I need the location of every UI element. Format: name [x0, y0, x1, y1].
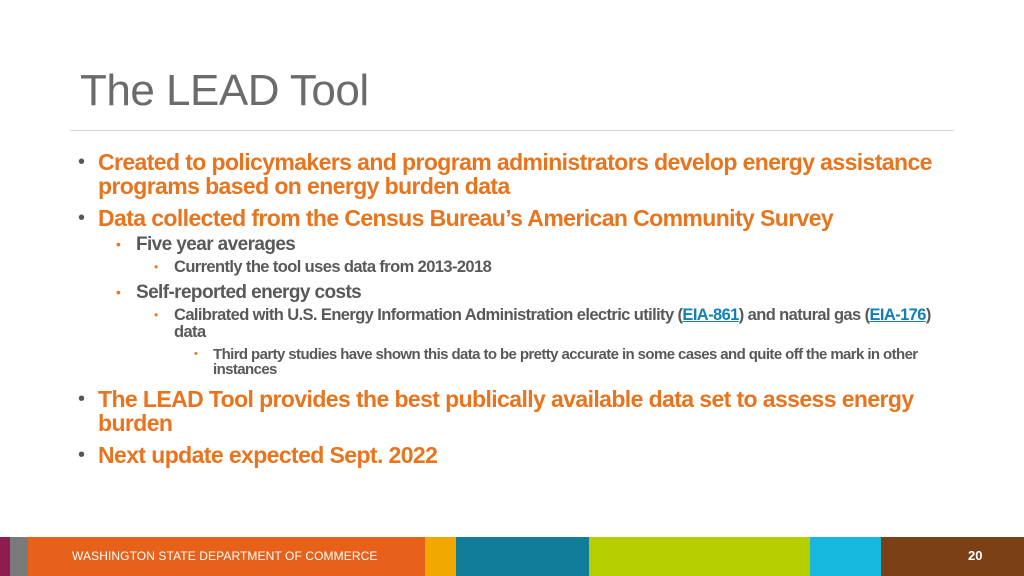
footer-segment — [456, 537, 589, 576]
footer-segment — [0, 537, 10, 576]
bullet-text: Created to policymakers and program administrators develop energy assistance programs based on energy burden data — [98, 149, 932, 199]
bullet-created — [78, 150, 958, 198]
bullet-next-update — [78, 443, 958, 467]
bullet-text-c: ) data — [174, 306, 931, 341]
bullet-marker: • — [78, 151, 85, 173]
bullet-marker: • — [154, 308, 158, 322]
bullet-text: Data collected from the Census Bureau’s American Community Survey — [98, 205, 834, 231]
footer-segment — [10, 537, 28, 576]
bullet-marker: • — [78, 207, 85, 229]
bullet-text: The LEAD Tool provides the best publically available data set to assess energy burden — [98, 386, 914, 436]
title-divider — [70, 130, 954, 131]
sub-sub-bullet-calibrated — [78, 307, 958, 341]
bullet-text: Self-reported energy costs — [136, 282, 362, 303]
bullet-text: Five year averages — [136, 234, 296, 255]
bullet-data-collected — [78, 206, 958, 230]
page-number: 20 — [968, 548, 983, 563]
sub-bullet-self-reported — [78, 282, 958, 303]
bullet-text-a: Calibrated with U.S. Energy Information Administration electric utility ( — [174, 306, 683, 324]
bullet-text: Next update expected Sept. 2022 — [98, 442, 438, 468]
bullet-text: Third party studies have shown this data to be pretty accurate in some cases and quite off the mark in other instances — [213, 346, 918, 378]
link-eia-861[interactable]: EIA-861 — [682, 306, 739, 324]
bullet-lead-tool — [78, 387, 958, 435]
footer-segment — [589, 537, 810, 576]
sub-bullet-five-year — [78, 234, 958, 255]
footer-org-name: WASHINGTON STATE DEPARTMENT OF COMMERCE — [72, 549, 378, 563]
level4-bullet-third-party — [78, 347, 958, 377]
bullet-marker: • — [78, 388, 85, 410]
bullet-text: Currently the tool uses data from 2013-2018 — [174, 258, 492, 276]
bullet-text-b: ) and natural gas ( — [738, 306, 870, 324]
bullet-list — [78, 150, 958, 475]
slide-title: The LEAD Tool — [80, 66, 369, 115]
sub-sub-bullet-currently — [78, 259, 958, 276]
bullet-marker: • — [116, 236, 121, 252]
bullet-marker: • — [78, 444, 85, 466]
bullet-marker: • — [116, 284, 121, 300]
footer-segment — [425, 537, 456, 576]
footer-segment — [810, 537, 881, 576]
footer-segment — [881, 537, 1024, 576]
link-eia-176[interactable]: EIA-176 — [869, 306, 926, 324]
bullet-marker: • — [154, 260, 158, 274]
bullet-marker: • — [194, 348, 198, 360]
